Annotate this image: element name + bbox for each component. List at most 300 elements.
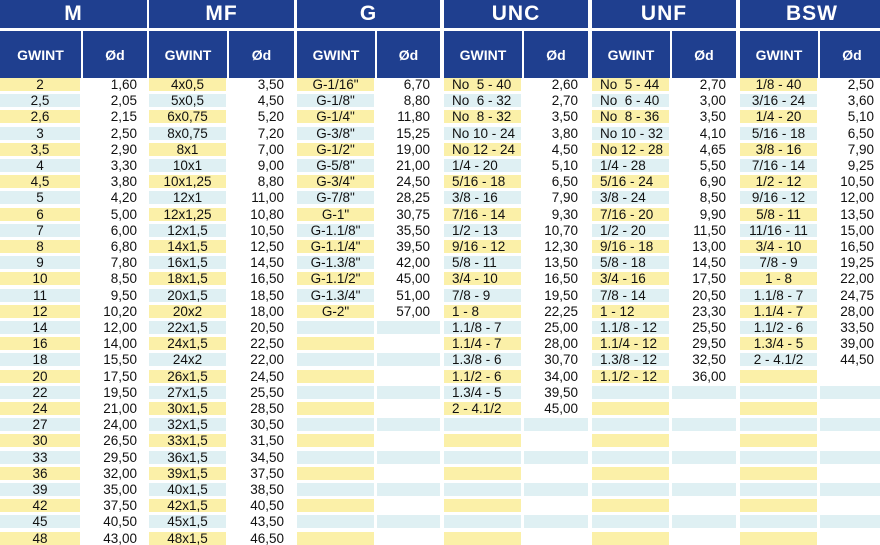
drill-diameter-cell: 9,25 bbox=[820, 159, 880, 172]
drill-diameter-cell: 6,70 bbox=[377, 78, 440, 91]
empty-band-cell bbox=[297, 337, 374, 350]
thread-size-cell: 33 bbox=[0, 451, 80, 464]
thread-size-cell: 1.1/2 - 6 bbox=[444, 370, 521, 383]
thread-size-cell: 12 bbox=[0, 305, 80, 318]
empty-band-cell bbox=[592, 418, 669, 431]
drill-diameter-cell: 10,50 bbox=[229, 224, 294, 237]
thread-size-cell: 5x0,5 bbox=[149, 94, 226, 107]
empty-cell bbox=[524, 499, 588, 512]
drill-diameter-cell: 30,70 bbox=[524, 353, 588, 366]
thread-size-cell: 2 bbox=[0, 78, 80, 91]
empty-cell bbox=[820, 402, 880, 415]
thread-size-cell: 7/16 - 20 bbox=[592, 208, 669, 221]
thread-size-cell: 7/8 - 9 bbox=[444, 289, 521, 302]
drill-diameter-cell: 37,50 bbox=[229, 467, 294, 480]
thread-size-cell: 40x1,5 bbox=[149, 483, 226, 496]
empty-cell bbox=[377, 434, 440, 447]
drill-diameter-cell: 6,90 bbox=[672, 175, 736, 188]
thread-size-cell: 45x1,5 bbox=[149, 515, 226, 528]
empty-band-cell bbox=[297, 370, 374, 383]
thread-size-cell: 30 bbox=[0, 434, 80, 447]
empty-cell bbox=[672, 386, 736, 399]
drill-diameter-cell: 15,00 bbox=[820, 224, 880, 237]
empty-band-cell bbox=[297, 353, 374, 366]
thread-size-cell: 7/16 - 14 bbox=[444, 208, 521, 221]
thread-size-cell: 1.3/4 - 5 bbox=[740, 337, 817, 350]
thread-size-cell: 3/16 - 24 bbox=[740, 94, 817, 107]
drill-diameter-cell: 37,50 bbox=[83, 499, 147, 512]
drill-diameter-cell: 45,00 bbox=[524, 402, 588, 415]
thread-size-cell: 24 bbox=[0, 402, 80, 415]
drill-diameter-cell: 44,50 bbox=[820, 353, 880, 366]
thread-size-cell: 20x2 bbox=[149, 305, 226, 318]
thread-size-cell: 3/4 - 16 bbox=[592, 272, 669, 285]
empty-cell bbox=[672, 402, 736, 415]
column-header-gwint: GWINT bbox=[297, 31, 375, 78]
empty-band-cell bbox=[444, 532, 521, 545]
empty-band-cell bbox=[297, 467, 374, 480]
drill-diameter-cell: 39,00 bbox=[820, 337, 880, 350]
thread-size-cell: 1.1/2 - 6 bbox=[740, 321, 817, 334]
drill-diameter-cell: 12,30 bbox=[524, 240, 588, 253]
empty-band-cell bbox=[444, 499, 521, 512]
thread-size-cell: 1.1/8 - 7 bbox=[740, 289, 817, 302]
section-title-unc: UNC bbox=[444, 0, 588, 28]
thread-size-cell: 14 bbox=[0, 321, 80, 334]
empty-band-cell bbox=[592, 467, 669, 480]
drill-diameter-cell: 42,00 bbox=[377, 256, 440, 269]
drill-diameter-cell: 6,00 bbox=[83, 224, 147, 237]
empty-band-cell bbox=[444, 467, 521, 480]
empty-cell bbox=[377, 467, 440, 480]
drill-diameter-cell: 45,00 bbox=[377, 272, 440, 285]
thread-size-cell: 20 bbox=[0, 370, 80, 383]
drill-diameter-cell: 9,30 bbox=[524, 208, 588, 221]
thread-size-cell: 5/16 - 24 bbox=[592, 175, 669, 188]
empty-band-cell bbox=[592, 483, 669, 496]
drill-diameter-cell: 24,00 bbox=[83, 418, 147, 431]
drill-diameter-cell: 3,50 bbox=[229, 78, 294, 91]
drill-diameter-cell: 19,25 bbox=[820, 256, 880, 269]
thread-size-cell: 11 bbox=[0, 289, 80, 302]
empty-cell bbox=[820, 467, 880, 480]
drill-diameter-cell: 8,80 bbox=[377, 94, 440, 107]
drill-diameter-cell: 24,50 bbox=[229, 370, 294, 383]
thread-size-cell: 16 bbox=[0, 337, 80, 350]
empty-cell bbox=[672, 434, 736, 447]
drill-diameter-cell: 16,50 bbox=[820, 240, 880, 253]
section-title-g: G bbox=[297, 0, 440, 28]
thread-size-cell: No 12 - 28 bbox=[592, 143, 669, 156]
drill-diameter-cell: 6,50 bbox=[820, 127, 880, 140]
empty-band-cell bbox=[297, 418, 374, 431]
drill-diameter-cell: 21,00 bbox=[377, 159, 440, 172]
drill-diameter-cell: 57,00 bbox=[377, 305, 440, 318]
empty-band-cell bbox=[444, 515, 521, 528]
empty-band-cell bbox=[297, 402, 374, 415]
section-title-m: M bbox=[0, 0, 147, 28]
drill-diameter-cell: 28,00 bbox=[524, 337, 588, 350]
drill-diameter-cell: 5,00 bbox=[83, 208, 147, 221]
thread-size-cell: 14x1,5 bbox=[149, 240, 226, 253]
drill-diameter-cell: 13,50 bbox=[820, 208, 880, 221]
thread-size-cell: 3/8 - 16 bbox=[740, 143, 817, 156]
thread-size-cell: No 6 - 32 bbox=[444, 94, 521, 107]
drill-diameter-cell: 21,00 bbox=[83, 402, 147, 415]
section-title-unf: UNF bbox=[592, 0, 736, 28]
empty-cell bbox=[820, 434, 880, 447]
thread-size-cell: 10 bbox=[0, 272, 80, 285]
drill-diameter-cell: 9,90 bbox=[672, 208, 736, 221]
thread-size-cell: 20x1,5 bbox=[149, 289, 226, 302]
thread-size-cell: 1/2 - 20 bbox=[592, 224, 669, 237]
empty-cell bbox=[377, 451, 440, 464]
column-header-diameter: Ød bbox=[377, 31, 440, 78]
thread-size-cell: G-5/8" bbox=[297, 159, 374, 172]
thread-size-cell: 2 - 4.1/2 bbox=[444, 402, 521, 415]
drill-diameter-cell: 39,50 bbox=[377, 240, 440, 253]
drill-diameter-cell: 30,75 bbox=[377, 208, 440, 221]
thread-size-cell: 1/2 - 12 bbox=[740, 175, 817, 188]
thread-size-cell: 12x1,5 bbox=[149, 224, 226, 237]
thread-size-cell: G-1/4" bbox=[297, 110, 374, 123]
drill-diameter-cell: 26,50 bbox=[83, 434, 147, 447]
empty-band-cell bbox=[444, 434, 521, 447]
drill-diameter-cell: 19,50 bbox=[524, 289, 588, 302]
drill-diameter-cell: 29,50 bbox=[83, 451, 147, 464]
empty-cell bbox=[672, 418, 736, 431]
drill-diameter-cell: 13,50 bbox=[524, 256, 588, 269]
thread-size-cell: 9/16 - 12 bbox=[444, 240, 521, 253]
empty-cell bbox=[820, 418, 880, 431]
drill-diameter-cell: 2,70 bbox=[524, 94, 588, 107]
drill-diameter-cell: 11,50 bbox=[672, 224, 736, 237]
thread-size-cell: 8x0,75 bbox=[149, 127, 226, 140]
empty-band-cell bbox=[297, 515, 374, 528]
thread-size-cell: 5/8 - 18 bbox=[592, 256, 669, 269]
thread-size-cell: G-1.1/4" bbox=[297, 240, 374, 253]
thread-size-cell: G-3/8" bbox=[297, 127, 374, 140]
empty-cell bbox=[672, 467, 736, 480]
thread-size-cell: 1/8 - 40 bbox=[740, 78, 817, 91]
drill-diameter-cell: 31,50 bbox=[229, 434, 294, 447]
empty-band-cell bbox=[444, 451, 521, 464]
thread-size-cell: 48x1,5 bbox=[149, 532, 226, 545]
thread-size-cell: No 8 - 36 bbox=[592, 110, 669, 123]
thread-size-cell: 2,5 bbox=[0, 94, 80, 107]
thread-size-cell: 3,5 bbox=[0, 143, 80, 156]
drill-diameter-cell: 5,10 bbox=[820, 110, 880, 123]
column-header-diameter: Ød bbox=[229, 31, 294, 78]
drill-diameter-cell: 11,80 bbox=[377, 110, 440, 123]
thread-size-cell: 1.1/2 - 12 bbox=[592, 370, 669, 383]
drill-diameter-cell: 17,50 bbox=[83, 370, 147, 383]
empty-band-cell bbox=[740, 515, 817, 528]
empty-band-cell bbox=[740, 532, 817, 545]
drill-diameter-cell: 6,50 bbox=[524, 175, 588, 188]
thread-size-cell: No 5 - 40 bbox=[444, 78, 521, 91]
empty-cell bbox=[820, 532, 880, 545]
thread-size-cell: 5/16 - 18 bbox=[444, 175, 521, 188]
drill-diameter-cell: 25,50 bbox=[229, 386, 294, 399]
drill-diameter-cell: 7,90 bbox=[524, 191, 588, 204]
drill-diameter-cell: 19,00 bbox=[377, 143, 440, 156]
empty-band-cell bbox=[592, 402, 669, 415]
drill-diameter-cell: 38,50 bbox=[229, 483, 294, 496]
column-header-diameter: Ød bbox=[672, 31, 736, 78]
drill-diameter-cell: 8,50 bbox=[672, 191, 736, 204]
thread-size-cell: 1.3/8 - 12 bbox=[592, 353, 669, 366]
drill-diameter-cell: 7,20 bbox=[229, 127, 294, 140]
drill-diameter-cell: 14,50 bbox=[229, 256, 294, 269]
thread-size-cell: 45 bbox=[0, 515, 80, 528]
empty-band-cell bbox=[592, 515, 669, 528]
thread-size-cell: No 10 - 24 bbox=[444, 127, 521, 140]
empty-cell bbox=[672, 451, 736, 464]
drill-diameter-cell: 7,90 bbox=[820, 143, 880, 156]
drill-diameter-cell: 17,50 bbox=[672, 272, 736, 285]
thread-size-cell: No 10 - 32 bbox=[592, 127, 669, 140]
drill-diameter-cell: 5,10 bbox=[524, 159, 588, 172]
drill-diameter-cell: 3,80 bbox=[83, 175, 147, 188]
empty-cell bbox=[377, 499, 440, 512]
drill-diameter-cell: 19,50 bbox=[83, 386, 147, 399]
thread-size-cell: 27x1,5 bbox=[149, 386, 226, 399]
thread-size-cell: G-7/8" bbox=[297, 191, 374, 204]
thread-size-cell: 24x2 bbox=[149, 353, 226, 366]
thread-size-cell: 7 bbox=[0, 224, 80, 237]
thread-size-cell: 1/4 - 20 bbox=[444, 159, 521, 172]
drill-diameter-cell: 36,00 bbox=[672, 370, 736, 383]
drill-diameter-cell: 35,00 bbox=[83, 483, 147, 496]
thread-size-cell: 1.1/4 - 7 bbox=[740, 305, 817, 318]
drill-diameter-cell: 3,00 bbox=[672, 94, 736, 107]
empty-band-cell bbox=[740, 467, 817, 480]
drill-diameter-cell: 10,70 bbox=[524, 224, 588, 237]
drill-diameter-cell: 5,50 bbox=[672, 159, 736, 172]
thread-size-cell: 9/16 - 12 bbox=[740, 191, 817, 204]
empty-cell bbox=[820, 483, 880, 496]
drill-diameter-cell: 14,50 bbox=[672, 256, 736, 269]
thread-size-cell: G-1/8" bbox=[297, 94, 374, 107]
drill-diameter-cell: 7,80 bbox=[83, 256, 147, 269]
empty-band-cell bbox=[444, 483, 521, 496]
drill-diameter-cell: 24,75 bbox=[820, 289, 880, 302]
drill-diameter-cell: 34,50 bbox=[229, 451, 294, 464]
thread-size-cell: 3/8 - 24 bbox=[592, 191, 669, 204]
thread-size-cell: 1.1/8 - 7 bbox=[444, 321, 521, 334]
thread-size-cell: No 8 - 32 bbox=[444, 110, 521, 123]
drill-diameter-cell: 2,60 bbox=[524, 78, 588, 91]
empty-cell bbox=[820, 451, 880, 464]
thread-size-cell: G-2" bbox=[297, 305, 374, 318]
thread-size-cell: 18x1,5 bbox=[149, 272, 226, 285]
drill-diameter-cell: 2,05 bbox=[83, 94, 147, 107]
thread-size-cell: No 6 - 40 bbox=[592, 94, 669, 107]
empty-band-cell bbox=[740, 483, 817, 496]
drill-diameter-cell: 22,00 bbox=[820, 272, 880, 285]
drill-diameter-cell: 9,50 bbox=[83, 289, 147, 302]
empty-cell bbox=[672, 532, 736, 545]
thread-size-cell: 9/16 - 18 bbox=[592, 240, 669, 253]
empty-band-cell bbox=[297, 321, 374, 334]
drill-diameter-cell: 24,50 bbox=[377, 175, 440, 188]
empty-band-cell bbox=[740, 451, 817, 464]
empty-band-cell bbox=[592, 434, 669, 447]
drill-diameter-cell: 10,50 bbox=[820, 175, 880, 188]
drill-diameter-cell: 32,50 bbox=[672, 353, 736, 366]
empty-cell bbox=[377, 483, 440, 496]
column-header-gwint: GWINT bbox=[444, 31, 522, 78]
drill-diameter-cell: 10,20 bbox=[83, 305, 147, 318]
drill-diameter-cell: 3,50 bbox=[524, 110, 588, 123]
thread-size-cell: 1 - 8 bbox=[444, 305, 521, 318]
drill-diameter-cell: 5,20 bbox=[229, 110, 294, 123]
drill-diameter-cell: 15,25 bbox=[377, 127, 440, 140]
empty-cell bbox=[820, 370, 880, 383]
thread-size-cell: 1 - 8 bbox=[740, 272, 817, 285]
column-header-diameter: Ød bbox=[820, 31, 880, 78]
empty-band-cell bbox=[592, 499, 669, 512]
thread-size-cell: 1.3/4 - 5 bbox=[444, 386, 521, 399]
thread-size-cell: 5/16 - 18 bbox=[740, 127, 817, 140]
thread-size-cell: 32x1,5 bbox=[149, 418, 226, 431]
thread-size-cell: 1.3/8 - 6 bbox=[444, 353, 521, 366]
thread-size-cell: 39 bbox=[0, 483, 80, 496]
thread-size-cell: 10x1,25 bbox=[149, 175, 226, 188]
empty-cell bbox=[672, 483, 736, 496]
thread-size-cell: 1.1/4 - 7 bbox=[444, 337, 521, 350]
empty-band-cell bbox=[740, 434, 817, 447]
empty-cell bbox=[524, 434, 588, 447]
drill-diameter-cell: 35,50 bbox=[377, 224, 440, 237]
thread-size-cell: 10x1 bbox=[149, 159, 226, 172]
drill-diameter-cell: 4,65 bbox=[672, 143, 736, 156]
thread-size-cell: 4 bbox=[0, 159, 80, 172]
thread-size-cell: 24x1,5 bbox=[149, 337, 226, 350]
thread-size-cell: 48 bbox=[0, 532, 80, 545]
thread-size-cell: 4,5 bbox=[0, 175, 80, 188]
drill-diameter-cell: 39,50 bbox=[524, 386, 588, 399]
drill-diameter-cell: 23,30 bbox=[672, 305, 736, 318]
thread-size-cell: 33x1,5 bbox=[149, 434, 226, 447]
drill-diameter-cell: 28,50 bbox=[229, 402, 294, 415]
empty-band-cell bbox=[297, 451, 374, 464]
drill-diameter-cell: 33,50 bbox=[820, 321, 880, 334]
empty-cell bbox=[820, 386, 880, 399]
thread-size-cell: G-1/16" bbox=[297, 78, 374, 91]
drill-diameter-cell: 30,50 bbox=[229, 418, 294, 431]
drill-diameter-cell: 9,00 bbox=[229, 159, 294, 172]
empty-cell bbox=[377, 418, 440, 431]
thread-size-cell: 1 - 12 bbox=[592, 305, 669, 318]
thread-size-cell: 5 bbox=[0, 191, 80, 204]
thread-size-cell: 12x1 bbox=[149, 191, 226, 204]
thread-size-cell: 26x1,5 bbox=[149, 370, 226, 383]
empty-band-cell bbox=[740, 418, 817, 431]
drill-diameter-cell: 8,80 bbox=[229, 175, 294, 188]
drill-diameter-cell: 3,80 bbox=[524, 127, 588, 140]
drill-diameter-cell: 12,00 bbox=[820, 191, 880, 204]
drill-diameter-cell: 3,30 bbox=[83, 159, 147, 172]
thread-size-cell: 42x1,5 bbox=[149, 499, 226, 512]
empty-cell bbox=[672, 515, 736, 528]
thread-size-cell: 9 bbox=[0, 256, 80, 269]
column-header-gwint: GWINT bbox=[740, 31, 818, 78]
empty-band-cell bbox=[740, 386, 817, 399]
thread-size-cell: 5/8 - 11 bbox=[740, 208, 817, 221]
drill-diameter-cell: 20,50 bbox=[672, 289, 736, 302]
thread-size-cell: 5/8 - 11 bbox=[444, 256, 521, 269]
drill-diameter-cell: 40,50 bbox=[229, 499, 294, 512]
section-title-bsw: BSW bbox=[740, 0, 880, 28]
thread-size-cell: 36x1,5 bbox=[149, 451, 226, 464]
drill-diameter-cell: 51,00 bbox=[377, 289, 440, 302]
empty-cell bbox=[524, 532, 588, 545]
empty-cell bbox=[377, 386, 440, 399]
drill-diameter-cell: 12,50 bbox=[229, 240, 294, 253]
drill-diameter-cell: 40,50 bbox=[83, 515, 147, 528]
drill-diameter-cell: 2,70 bbox=[672, 78, 736, 91]
empty-cell bbox=[524, 483, 588, 496]
drill-diameter-cell: 3,60 bbox=[820, 94, 880, 107]
drill-diameter-cell: 25,50 bbox=[672, 321, 736, 334]
thread-size-cell: 18 bbox=[0, 353, 80, 366]
empty-cell bbox=[377, 402, 440, 415]
drill-diameter-cell: 34,00 bbox=[524, 370, 588, 383]
empty-cell bbox=[524, 418, 588, 431]
empty-band-cell bbox=[740, 370, 817, 383]
thread-size-cell: 3/4 - 10 bbox=[740, 240, 817, 253]
drill-diameter-cell: 4,20 bbox=[83, 191, 147, 204]
drill-diameter-cell: 2,90 bbox=[83, 143, 147, 156]
drill-diameter-cell: 43,50 bbox=[229, 515, 294, 528]
empty-band-cell bbox=[297, 434, 374, 447]
drill-diameter-cell: 22,50 bbox=[229, 337, 294, 350]
thread-size-cell: 1/2 - 13 bbox=[444, 224, 521, 237]
thread-size-cell: 1.1/4 - 12 bbox=[592, 337, 669, 350]
drill-diameter-cell: 28,25 bbox=[377, 191, 440, 204]
empty-cell bbox=[377, 353, 440, 366]
empty-band-cell bbox=[592, 532, 669, 545]
empty-band-cell bbox=[592, 386, 669, 399]
thread-size-cell: No 12 - 24 bbox=[444, 143, 521, 156]
thread-size-cell: 1.1/8 - 12 bbox=[592, 321, 669, 334]
empty-cell bbox=[672, 499, 736, 512]
drill-diameter-cell: 46,50 bbox=[229, 532, 294, 545]
drill-diameter-cell: 7,00 bbox=[229, 143, 294, 156]
empty-band-cell bbox=[740, 499, 817, 512]
empty-cell bbox=[820, 515, 880, 528]
thread-size-cell: G-1.3/8" bbox=[297, 256, 374, 269]
empty-cell bbox=[377, 515, 440, 528]
drill-diameter-cell: 25,00 bbox=[524, 321, 588, 334]
section-title-mf: MF bbox=[149, 0, 294, 28]
thread-size-cell: 6x0,75 bbox=[149, 110, 226, 123]
empty-cell bbox=[377, 337, 440, 350]
thread-size-cell: 3 bbox=[0, 127, 80, 140]
drill-diameter-cell: 43,00 bbox=[83, 532, 147, 545]
empty-cell bbox=[524, 515, 588, 528]
empty-band-cell bbox=[297, 483, 374, 496]
drill-diameter-cell: 1,60 bbox=[83, 78, 147, 91]
thread-size-cell: 8 bbox=[0, 240, 80, 253]
thread-size-cell: 27 bbox=[0, 418, 80, 431]
thread-size-cell: 11/16 - 11 bbox=[740, 224, 817, 237]
empty-cell bbox=[377, 532, 440, 545]
drill-diameter-cell: 2,15 bbox=[83, 110, 147, 123]
thread-size-cell: 1/4 - 28 bbox=[592, 159, 669, 172]
